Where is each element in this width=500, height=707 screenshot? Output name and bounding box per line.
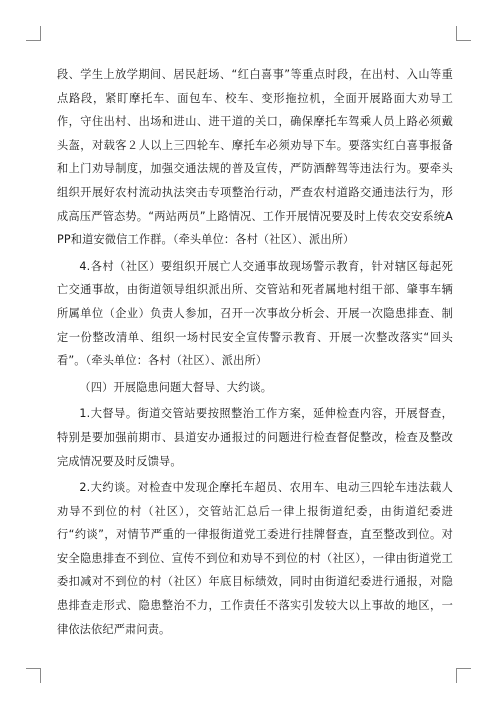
crop-mark-top-right	[456, 26, 471, 41]
crop-mark-top-left	[26, 26, 41, 41]
crop-mark-bottom-left	[26, 668, 41, 683]
crop-mark-bottom-right	[456, 668, 471, 683]
paragraph-patrol-guidance: 段、学生上放学期间、居民赶场、“红白喜事”等重点时段，在出村、入山等重点路段，紧盯摩托车、面包车、校车、变形拖拉机，全面开展路面大劝导工作，守住出村、出场和进山、进干道的关口，确保摩托车驾乘人员上路必须戴头盔，对载客２人以上三四轮车、摩托车必须劝导下车。要落实红白喜事报备和上门劝导制度，加强交通法规的普及宣传，严防酒醉驾等违法行为。要牵头组织开展好农村流动执法突击专项整治行动，严查农村道路交通违法行为，形成高压严管态势。“两站两员”上路情况、工作开展情况要及时上传农交安系统APP和道安微信工作群。（牵头单位：各村（社区）、派出所）	[57, 68, 453, 247]
document-body	[57, 63, 453, 644]
paragraph-accident-warning-education: 4.各村（社区）要组织开展亡人交通事故现场警示教育，针对辖区每起死亡交通事故，由街道领导组织派出所、交管站和死者属地村组干部、肇事车辆所属单位（企业）负责人参加，召开一次事故分析会、开展一次隐患排查、制定一份整改清单、组织一场村民安全宣传警示教育、开展一次整改落实“回头看”。（牵头单位：各村（社区）、派出所）	[57, 259, 453, 368]
paragraph-major-interview: 2.大约谈。对检查中发现企摩托车超员、农用车、电动三四轮车违法载人劝导不到位的村（社区），交管站汇总后一律上报街道纪委，由街道纪委进行“约谈”，对情节严重的一律报街道党工委进行挂牌督查，直至整改到位。对安全隐患排查不到位、宣传不到位和劝导不到位的村（社区），一律由街道党工委扣减对不到位的村（社区）年底目标绩效，同时由街道纪委进行通报，对隐患排查走形式、隐患整治不力，工作责任不落实引发较大以上事故的地区，一律依法依纪严肃问责。	[57, 481, 453, 636]
section-heading-supervision: （四）开展隐患问题大督导、大约谈。	[79, 380, 273, 394]
paragraph-major-supervision: 1.大督导。街道交管站要按照整治工作方案，延伸检查内容，开展督查，特别是要加强前期市、县道安办通报过的问题进行检查督促整改，检查及整改完成情况要及时反馈导。	[57, 407, 453, 468]
